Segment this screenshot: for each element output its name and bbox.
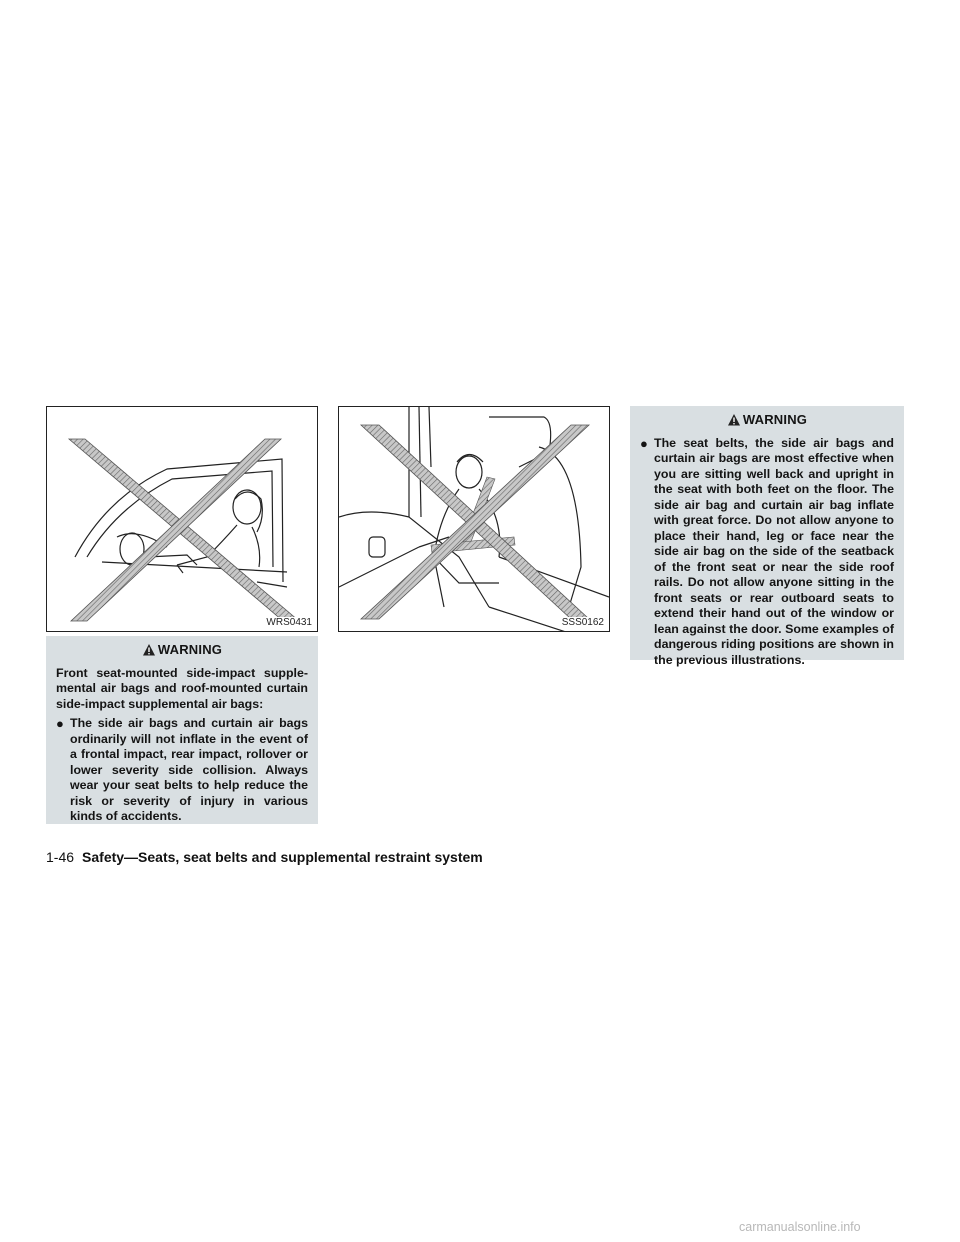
page-footer: [46, 849, 483, 865]
warning-heading-text: WARNING: [742, 412, 808, 427]
warning-box-left: [46, 636, 318, 824]
watermark: carmanualsonline.info: [739, 1220, 861, 1234]
warning-heading: [56, 642, 308, 658]
warning-triangle-icon: [727, 413, 741, 427]
prohibited-cross-icon: [69, 439, 299, 621]
figure-wrs0431: [46, 406, 318, 632]
illustration-leaning-out-window: [47, 407, 318, 632]
figure-sss0162: [338, 406, 610, 632]
warning-triangle-icon: [142, 643, 156, 657]
warning-intro-text: Front seat-mounted side-impact supple-mental air bags and roof-mounted curtain side-impact supplemental air bags:: [56, 665, 308, 711]
prohibited-cross-icon: [361, 425, 589, 619]
warning-box-right: [630, 406, 904, 667]
bullet-icon: ●: [640, 435, 648, 451]
page-number: 1-46: [46, 849, 75, 865]
warning-heading: [640, 412, 894, 428]
warning-bullet-text: The seat belts, the side air bags and curtain air bags are most effective when you are sitting well back and upright in the seat with both feet on the floor. The side air bag and curtain air bag inflate with great force. Do not allow anyone to place their hand, leg or face near the side air bag on the side of the seatback of the front seat or near the side roof rails. Do not allow anyone sitting in the front seats or rear outboard seats to extend their hand out of the window or lean against the door. Some examples of dangerous riding positions are shown in the previous illustrations.: [654, 435, 894, 667]
warning-bullet: [640, 436, 894, 669]
warning-bullet: [56, 716, 308, 825]
warning-bullet-text: The side air bags and curtain air bags ordinarily will not inflate in the event of a frontal impact, rear impact, rollover or lower severity side collision. Always wear your seat belts to help reduce the risk or severity of injury in various kinds of accidents.: [70, 716, 308, 823]
bullet-icon: ●: [56, 716, 64, 731]
warning-heading-text: WARNING: [157, 642, 223, 657]
figure-code: SSS0162: [561, 617, 604, 628]
section-title: Safety—Seats, seat belts and supplemental restraint system: [82, 849, 483, 865]
figure-code: WRS0431: [266, 617, 312, 628]
illustration-leaning-on-door: [339, 407, 610, 632]
